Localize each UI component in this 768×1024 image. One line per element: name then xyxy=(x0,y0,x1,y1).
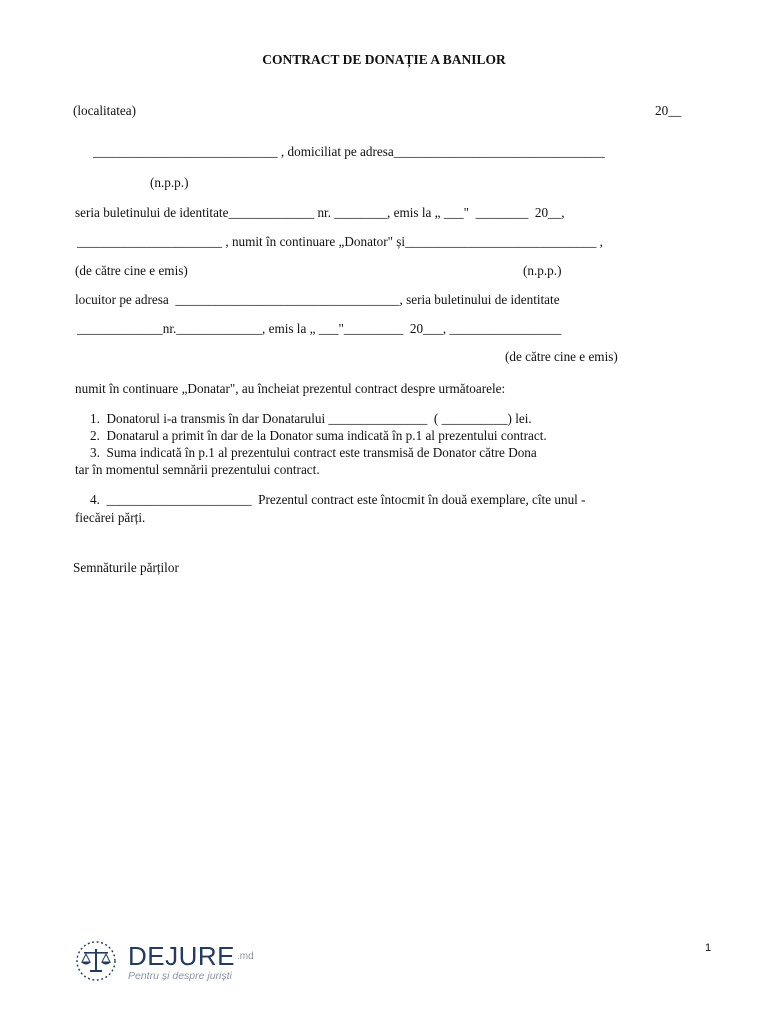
locality-label: (localitatea) xyxy=(73,103,136,118)
npp-label-2: (n.p.p.) xyxy=(523,263,562,278)
page-number: 1 xyxy=(705,942,712,954)
dejure-logo xyxy=(70,938,254,984)
donor-name-line: ______________________ , numit în continuare „Donator" și_____________________________ , xyxy=(77,234,603,249)
signatures-label: Semnăturile părților xyxy=(73,560,179,575)
clause-2: 2. Donatarul a primit în dar de la Donator suma indicată în p.1 al prezentului contract. xyxy=(90,428,547,443)
clause-1: 1. Donatorul i-a transmis în dar Donatarului _______________ ( __________) lei. xyxy=(90,411,532,426)
clause-4-continued: fiecărei părți. xyxy=(75,510,146,525)
donee-address-line: locuitor pe adresa __________________________________, seria buletinului de identitate xyxy=(75,292,560,307)
npp-label: (n.p.p.) xyxy=(150,175,189,190)
brand-name: DEJURE xyxy=(128,941,236,971)
year-field: 20__ xyxy=(655,103,682,118)
clause-3-continued: tar în momentul semnării prezentului contract. xyxy=(75,462,320,477)
clause-3: 3. Suma indicată în p.1 al prezentului contract este transmisă de Donator către Dona xyxy=(90,445,537,460)
brand-tagline: Pentru și despre juriști xyxy=(128,970,232,982)
issued-by-label-2: (de către cine e emis) xyxy=(505,349,618,364)
donor-id-line: seria buletinului de identitate_____________ nr. ________, emis la „ ___" ________ 20__, xyxy=(75,205,565,220)
donor-address-line: ____________________________ , domiciliat pe adresa________________________________ xyxy=(93,144,605,159)
scales-of-justice-icon xyxy=(70,938,122,984)
issued-by-label: (de către cine e emis) xyxy=(75,263,188,278)
intro-clause: numit în continuare „Donatar", au încheiat prezentul contract despre următoarele: xyxy=(75,381,506,396)
clause-4: 4. ______________________ Prezentul contract este întocmit în două exemplare, cîte unul - xyxy=(90,492,586,507)
brand-suffix: .md xyxy=(237,951,254,962)
document-title: CONTRACT DE DONAȚIE A BANILOR xyxy=(262,52,506,67)
donee-id-line: _____________nr._____________, emis la „ ___"_________ 20___, _________________ xyxy=(77,321,562,336)
